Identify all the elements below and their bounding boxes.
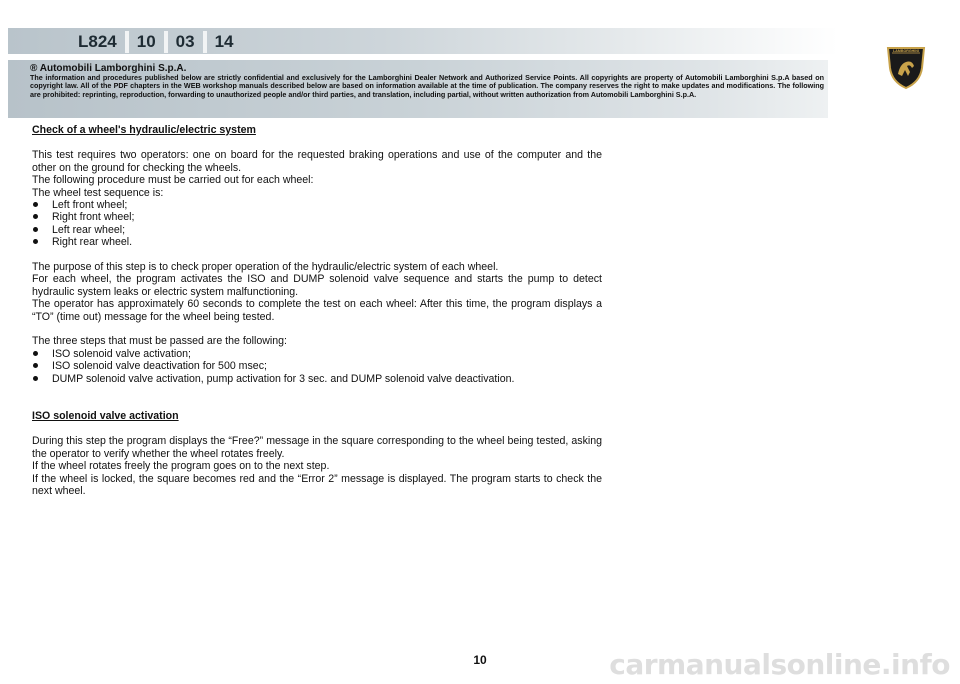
steps-intro: The three steps that must be passed are the following: <box>32 335 287 348</box>
list-item: Right front wheel; <box>32 211 602 223</box>
list-item: ISO solenoid valve activation; <box>32 348 602 360</box>
body-paragraph: During this step the program displays the “Free?” message in the square corresponding to the wheel being tested, asking the operator to verify whether the wheel rotates freely. <box>32 435 602 460</box>
lamborghini-shield-icon <box>886 44 926 90</box>
body-paragraph: If the wheel is locked, the square becomes red and the “Error 2” message is displayed. The program starts to check the next wheel. <box>32 472 602 497</box>
intro-paragraph: This test requires two operators: one on board for the requested braking operations and use of the computer and the other on the ground for checking the wheels. <box>32 149 602 174</box>
doc-code-group: 10 <box>136 32 156 51</box>
section-heading-wheel-check: Check of a wheel's hydraulic/electric system <box>32 124 256 136</box>
steps-list <box>32 348 602 385</box>
doc-code-section: 14 <box>214 32 234 51</box>
section-heading-iso-activation: ISO solenoid valve activation <box>32 409 179 422</box>
purpose-paragraph: For each wheel, the program activates the ISO and DUMP solenoid valve sequence and starts the pump to detect hydraulic system leaks or electric system malfunctioning. <box>32 273 602 298</box>
doc-code-model: L824 <box>78 32 117 51</box>
wheel-sequence-list <box>32 199 602 249</box>
page-number: 10 <box>473 653 487 667</box>
main-content <box>32 124 602 497</box>
document-codes <box>70 31 242 53</box>
list-item: Right rear wheel. <box>32 236 602 248</box>
copyright-notice-body: The information and procedures published below are strictly confidential and exclusively for the Lamborghini Dealer Network and Authorized Service Points. All copyrights are property of Automobili Lamborghini S.p.A based on copyright law. All of the PDF chapters in the WEB workshop manuals described below are based on information available at the time of publication. The company reserves the right to make updates and modifications. The following are prohibited: reprinting, reproduction, forwarding to unauthorized people and/or third parties, and translation, including partial, without written authorization from Automobili Lamborghini S.p.A. <box>30 73 824 99</box>
watermark: carmanualsonline.info <box>609 648 950 681</box>
doc-code-subgroup: 03 <box>175 32 195 51</box>
list-item: DUMP solenoid valve activation, pump activation for 3 sec. and DUMP solenoid valve deactivation. <box>32 373 602 385</box>
list-item: Left rear wheel; <box>32 224 602 236</box>
body-paragraph: If the wheel rotates freely the program goes on to the next step. <box>32 460 330 473</box>
intro-paragraph: The following procedure must be carried out for each wheel: <box>32 174 314 187</box>
list-item: Left front wheel; <box>32 199 602 211</box>
purpose-paragraph: The operator has approximately 60 seconds to complete the test on each wheel: After this time, the program displays a “TO” (time out) message for the wheel being tested. <box>32 298 602 323</box>
logo-wordmark: LAMBORGHINI <box>893 49 919 54</box>
purpose-paragraph: The purpose of this step is to check proper operation of the hydraulic/electric system of each wheel. <box>32 261 499 274</box>
copyright-notice-title: ® Automobili Lamborghini S.p.A. <box>30 63 187 74</box>
list-item: ISO solenoid valve deactivation for 500 msec; <box>32 360 602 372</box>
intro-paragraph: The wheel test sequence is: <box>32 186 164 199</box>
